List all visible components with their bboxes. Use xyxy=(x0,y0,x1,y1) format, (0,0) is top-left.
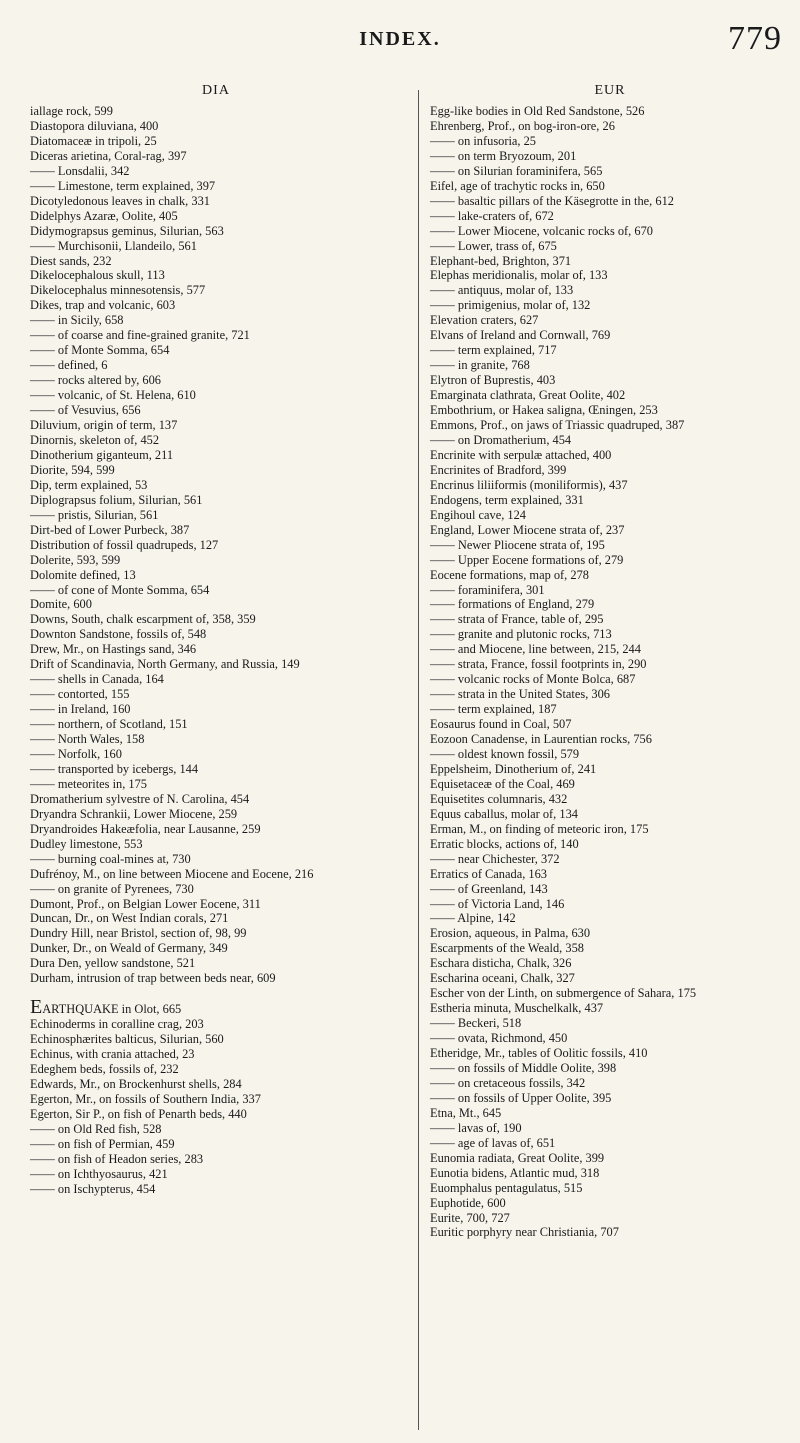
index-entry: Dufrénoy, M., on line between Miocene and Eocene, 216 xyxy=(30,866,314,881)
index-entry: Edeghem beds, fossils of, 232 xyxy=(30,1062,179,1077)
index-entry: Euomphalus pentagulatus, 515 xyxy=(430,1180,583,1195)
index-entry: —— on term Bryozoum, 201 xyxy=(430,148,577,163)
index-entry: Dundry Hill, near Bristol, section of, 98, 99 xyxy=(30,926,247,941)
index-entry: Distribution of fossil quadrupeds, 127 xyxy=(30,537,219,552)
index-entry: —— on Ichthyosaurus, 421 xyxy=(30,1166,168,1181)
index-entry: Erratic blocks, actions of, 140 xyxy=(430,836,579,851)
index-entry: —— meteorites in, 175 xyxy=(30,776,148,791)
index-entry: —— primigenius, molar of, 132 xyxy=(430,298,591,313)
column-divider xyxy=(418,90,419,1430)
index-entry: Elytron of Buprestis, 403 xyxy=(430,373,556,388)
index-entry: —— in Ireland, 160 xyxy=(30,702,131,717)
index-entry: Eschara disticha, Chalk, 326 xyxy=(430,956,572,971)
index-entry: Drift of Scandinavia, North Germany, and Russia, 149 xyxy=(30,657,300,672)
index-entry: Diatomaceæ in tripoli, 25 xyxy=(30,133,157,148)
index-entry: Encrinus liliiformis (moniliformis), 437 xyxy=(430,477,628,492)
index-entry: —— on fish of Headon series, 283 xyxy=(30,1151,204,1166)
index-entry: Dirt-bed of Lower Purbeck, 387 xyxy=(30,522,190,537)
index-entry: —— on Dromatherium, 454 xyxy=(430,432,572,447)
index-entry: Euritic porphyry near Christiania, 707 xyxy=(430,1225,619,1240)
index-entry: Emmons, Prof., on jaws of Triassic quadruped, 387 xyxy=(430,418,685,433)
index-entry: —— granite and plutonic rocks, 713 xyxy=(430,627,612,642)
index-entry: Dryandra Schrankii, Lower Miocene, 259 xyxy=(30,806,238,821)
index-entry: —— Lower, trass of, 675 xyxy=(430,238,557,253)
index-entry: —— in granite, 768 xyxy=(430,358,530,373)
index-entry: Embothrium, or Hakea saligna, Œningen, 253 xyxy=(430,403,658,418)
index-entry: —— burning coal-mines at, 730 xyxy=(30,851,191,866)
index-entry: Elephas meridionalis, molar of, 133 xyxy=(430,268,608,283)
index-entry: —— of Greenland, 143 xyxy=(430,881,548,896)
index-entry: Dinotherium giganteum, 211 xyxy=(30,447,174,462)
index-entry: —— North Wales, 158 xyxy=(30,732,145,747)
index-entry: Erman, M., on finding of meteoric iron, 175 xyxy=(430,821,649,836)
index-entry: Dikelocephalus minnesotensis, 577 xyxy=(30,283,206,298)
index-entry: Equisetaceæ of the Coal, 469 xyxy=(430,776,575,791)
index-entry: —— rocks altered by, 606 xyxy=(30,373,161,388)
index-entry: Diplograpsus folium, Silurian, 561 xyxy=(30,492,203,507)
index-entry: Euphotide, 600 xyxy=(430,1195,506,1210)
index-entry: Edwards, Mr., on Brockenhurst shells, 284 xyxy=(30,1077,242,1091)
index-entry: —— strata in the United States, 306 xyxy=(430,687,610,702)
index-entry: —— of Victoria Land, 146 xyxy=(430,896,565,911)
index-entry: Dryandroides Hakeæfolia, near Lausanne, 259 xyxy=(30,821,261,836)
index-entry: —— of cone of Monte Somma, 654 xyxy=(30,582,210,597)
index-entry: Elevation craters, 627 xyxy=(430,313,539,328)
index-entry: iallage rock, 599 xyxy=(30,104,113,118)
index-entry: Dudley limestone, 553 xyxy=(30,836,143,851)
index-entry: —— on fossils of Upper Oolite, 395 xyxy=(430,1090,612,1105)
index-entry: —— Beckeri, 518 xyxy=(430,1016,522,1031)
index-entry: Echinus, with crania attached, 23 xyxy=(30,1047,195,1062)
index-entry: Eosaurus found in Coal, 507 xyxy=(430,717,572,732)
left-column xyxy=(30,80,402,1197)
index-entry: Eunomia radiata, Great Oolite, 399 xyxy=(430,1150,605,1165)
index-entry: —— in Sicily, 658 xyxy=(30,313,124,328)
index-entry: —— basaltic pillars of the Käsegrotte in the, 612 xyxy=(430,193,674,208)
index-entry: —— on cretaceous fossils, 342 xyxy=(430,1075,586,1090)
index-entry: Echinoderms in coralline crag, 203 xyxy=(30,1017,204,1032)
right-entry-list xyxy=(430,104,790,1240)
index-entry: —— Limestone, term explained, 397 xyxy=(30,178,216,193)
index-entry: —— strata of France, table of, 295 xyxy=(430,612,604,627)
index-entry: —— term explained, 187 xyxy=(430,702,557,717)
index-entry: —— contorted, 155 xyxy=(30,687,130,702)
index-entry: Encrinites of Bradford, 399 xyxy=(430,462,567,477)
index-entry: —— term explained, 717 xyxy=(430,343,557,358)
index-entry: Eppelsheim, Dinotherium of, 241 xyxy=(430,761,597,776)
index-entry: Didelphys Azaræ, Oolite, 405 xyxy=(30,208,178,223)
index-entry: —— foraminifera, 301 xyxy=(430,582,545,597)
index-entry: Elephant-bed, Brighton, 371 xyxy=(430,253,572,268)
index-entry: Diorite, 594, 599 xyxy=(30,462,115,477)
index-entry: —— on granite of Pyrenees, 730 xyxy=(30,881,194,896)
index-entry: —— on infusoria, 25 xyxy=(430,133,536,148)
index-entry: —— of Vesuvius, 656 xyxy=(30,403,141,418)
index-entry: Diest sands, 232 xyxy=(30,253,112,268)
index-entry: Eocene formations, map of, 278 xyxy=(430,567,589,582)
left-running-head: DIA xyxy=(202,83,230,98)
index-entry: Dura Den, yellow sandstone, 521 xyxy=(30,956,196,971)
index-entry: Equisetites columnaris, 432 xyxy=(430,791,568,806)
index-entry: Diluvium, origin of term, 137 xyxy=(30,418,178,433)
index-entry: Eozoon Canadense, in Laurentian rocks, 756 xyxy=(430,732,652,747)
index-entry: Diceras arietina, Coral-rag, 397 xyxy=(30,148,187,163)
index-entry: Dicotyledonous leaves in chalk, 331 xyxy=(30,193,210,208)
right-running-head: EUR xyxy=(594,83,626,98)
index-entry: Etheridge, Mr., tables of Oolitic fossils, 410 xyxy=(430,1046,648,1061)
index-entry: —— volcanic rocks of Monte Bolca, 687 xyxy=(430,672,636,687)
index-entry: Domite, 600 xyxy=(30,597,92,612)
index-entry: —— lake-craters of, 672 xyxy=(430,208,554,223)
index-entry: Downs, South, chalk escarpment of, 358, 359 xyxy=(30,612,256,627)
index-entry: Equus caballus, molar of, 134 xyxy=(430,806,578,821)
index-entry: Encrinite with serpulæ attached, 400 xyxy=(430,447,612,462)
index-entry: —— antiquus, molar of, 133 xyxy=(430,283,574,298)
index-entry: Elvans of Ireland and Cornwall, 769 xyxy=(430,328,611,343)
index-entry: —— pristis, Silurian, 561 xyxy=(30,507,159,522)
index-entry: Dikelocephalous skull, 113 xyxy=(30,268,165,283)
index-entry: Dolomite defined, 13 xyxy=(30,567,136,582)
index-entry: —— on fossils of Middle Oolite, 398 xyxy=(430,1061,617,1075)
index-entry: —— defined, 6 xyxy=(30,358,108,373)
index-entry: Estheria minuta, Muschelkalk, 437 xyxy=(430,1001,604,1016)
index-entry: Durham, intrusion of trap between beds near, 609 xyxy=(30,971,276,986)
index-entry: —— of Monte Somma, 654 xyxy=(30,343,170,358)
index-entry: —— age of lavas of, 651 xyxy=(430,1135,556,1150)
index-entry: —— Newer Pliocene strata of, 195 xyxy=(430,537,605,552)
index-entry: —— on Silurian foraminifera, 565 xyxy=(430,163,603,178)
index-entry: Escher von der Linth, on submergence of Sahara, 175 xyxy=(430,986,697,1001)
index-entry: Endogens, term explained, 331 xyxy=(430,492,584,507)
index-entry: Dikes, trap and volcanic, 603 xyxy=(30,298,176,313)
index-entry: Eurite, 700, 727 xyxy=(430,1210,510,1225)
left-entry-list xyxy=(30,104,402,1197)
index-entry: —— Alpine, 142 xyxy=(430,911,516,926)
index-entry: Didymograpsus geminus, Silurian, 563 xyxy=(30,223,224,238)
index-entry: Drew, Mr., on Hastings sand, 346 xyxy=(30,642,197,657)
index-entry: Eunotia bidens, Atlantic mud, 318 xyxy=(430,1165,600,1180)
index-entry: Escarpments of the Weald, 358 xyxy=(430,941,584,956)
index-entry: Egerton, Sir P., on fish of Penarth beds, 440 xyxy=(30,1106,247,1121)
index-entry: —— Murchisonii, Llandeilo, 561 xyxy=(30,238,197,253)
index-entry: Dumont, Prof., on Belgian Lower Eocene, 311 xyxy=(30,896,261,911)
index-entry: —— strata, France, fossil footprints in, 290 xyxy=(430,657,647,672)
index-entry: —— formations of England, 279 xyxy=(430,597,595,612)
index-entry: Duncan, Dr., on West Indian corals, 271 xyxy=(30,911,229,926)
index-entry: Diastopora diluviana, 400 xyxy=(30,118,159,133)
index-entry: —— Lonsdalii, 342 xyxy=(30,163,130,178)
index-entry: —— and Miocene, line between, 215, 244 xyxy=(430,642,641,657)
index-entry: Escharina oceani, Chalk, 327 xyxy=(430,971,575,986)
index-entry: —— oldest known fossil, 579 xyxy=(430,746,580,761)
index-entry: —— Upper Eocene formations of, 279 xyxy=(430,552,624,567)
index-entry: —— Lower Miocene, volcanic rocks of, 670 xyxy=(430,223,653,238)
index-entry: —— volcanic, of St. Helena, 610 xyxy=(30,388,196,403)
index-entry: Dunker, Dr., on Weald of Germany, 349 xyxy=(30,941,228,956)
index-entry: —— lavas of, 190 xyxy=(430,1120,522,1135)
index-entry: Dinornis, skeleton of, 452 xyxy=(30,432,160,447)
index-entry: —— northern, of Scotland, 151 xyxy=(30,717,188,732)
index-entry: —— on Old Red fish, 528 xyxy=(30,1121,162,1136)
index-entry: —— shells in Canada, 164 xyxy=(30,672,164,687)
index-entry: Emarginata clathrata, Great Oolite, 402 xyxy=(430,388,626,403)
index-entry: Eifel, age of trachytic rocks in, 650 xyxy=(430,178,605,193)
page-title: INDEX. xyxy=(359,28,441,50)
index-entry: Egg-like bodies in Old Red Sandstone, 526 xyxy=(430,104,645,118)
index-entry: Egerton, Mr., on fossils of Southern India, 337 xyxy=(30,1091,261,1106)
page-number: 779 xyxy=(728,20,782,57)
index-entry: Engihoul cave, 124 xyxy=(430,507,527,522)
index-entry: —— on fish of Permian, 459 xyxy=(30,1136,175,1151)
right-column xyxy=(430,80,790,1240)
index-entry: Etna, Mt., 645 xyxy=(430,1105,502,1120)
index-entry: Erratics of Canada, 163 xyxy=(430,866,547,881)
index-entry: England, Lower Miocene strata of, 237 xyxy=(430,522,625,537)
index-entry: Dip, term explained, 53 xyxy=(30,477,148,492)
index-entry: —— on Ischypterus, 454 xyxy=(30,1181,156,1196)
index-entry: Echinosphærites balticus, Silurian, 560 xyxy=(30,1032,224,1047)
index-entry: —— of coarse and fine-grained granite, 721 xyxy=(30,328,250,343)
index-entry: Erosion, aqueous, in Palma, 630 xyxy=(430,926,591,941)
index-entry: Dolerite, 593, 599 xyxy=(30,552,121,567)
index-entry: —— transported by icebergs, 144 xyxy=(30,761,199,776)
index-entry: —— near Chichester, 372 xyxy=(430,851,560,866)
index-entry: Downton Sandstone, fossils of, 548 xyxy=(30,627,207,642)
index-entry: —— ovata, Richmond, 450 xyxy=(430,1031,568,1046)
index-entry: —— Norfolk, 160 xyxy=(30,746,122,761)
index-entry: Dromatherium sylvestre of N. Carolina, 454 xyxy=(30,791,250,806)
index-entry: Ehrenberg, Prof., on bog-iron-ore, 26 xyxy=(430,118,615,133)
index-entry: EARTHQUAKE in Olot, 665 xyxy=(30,996,182,1019)
